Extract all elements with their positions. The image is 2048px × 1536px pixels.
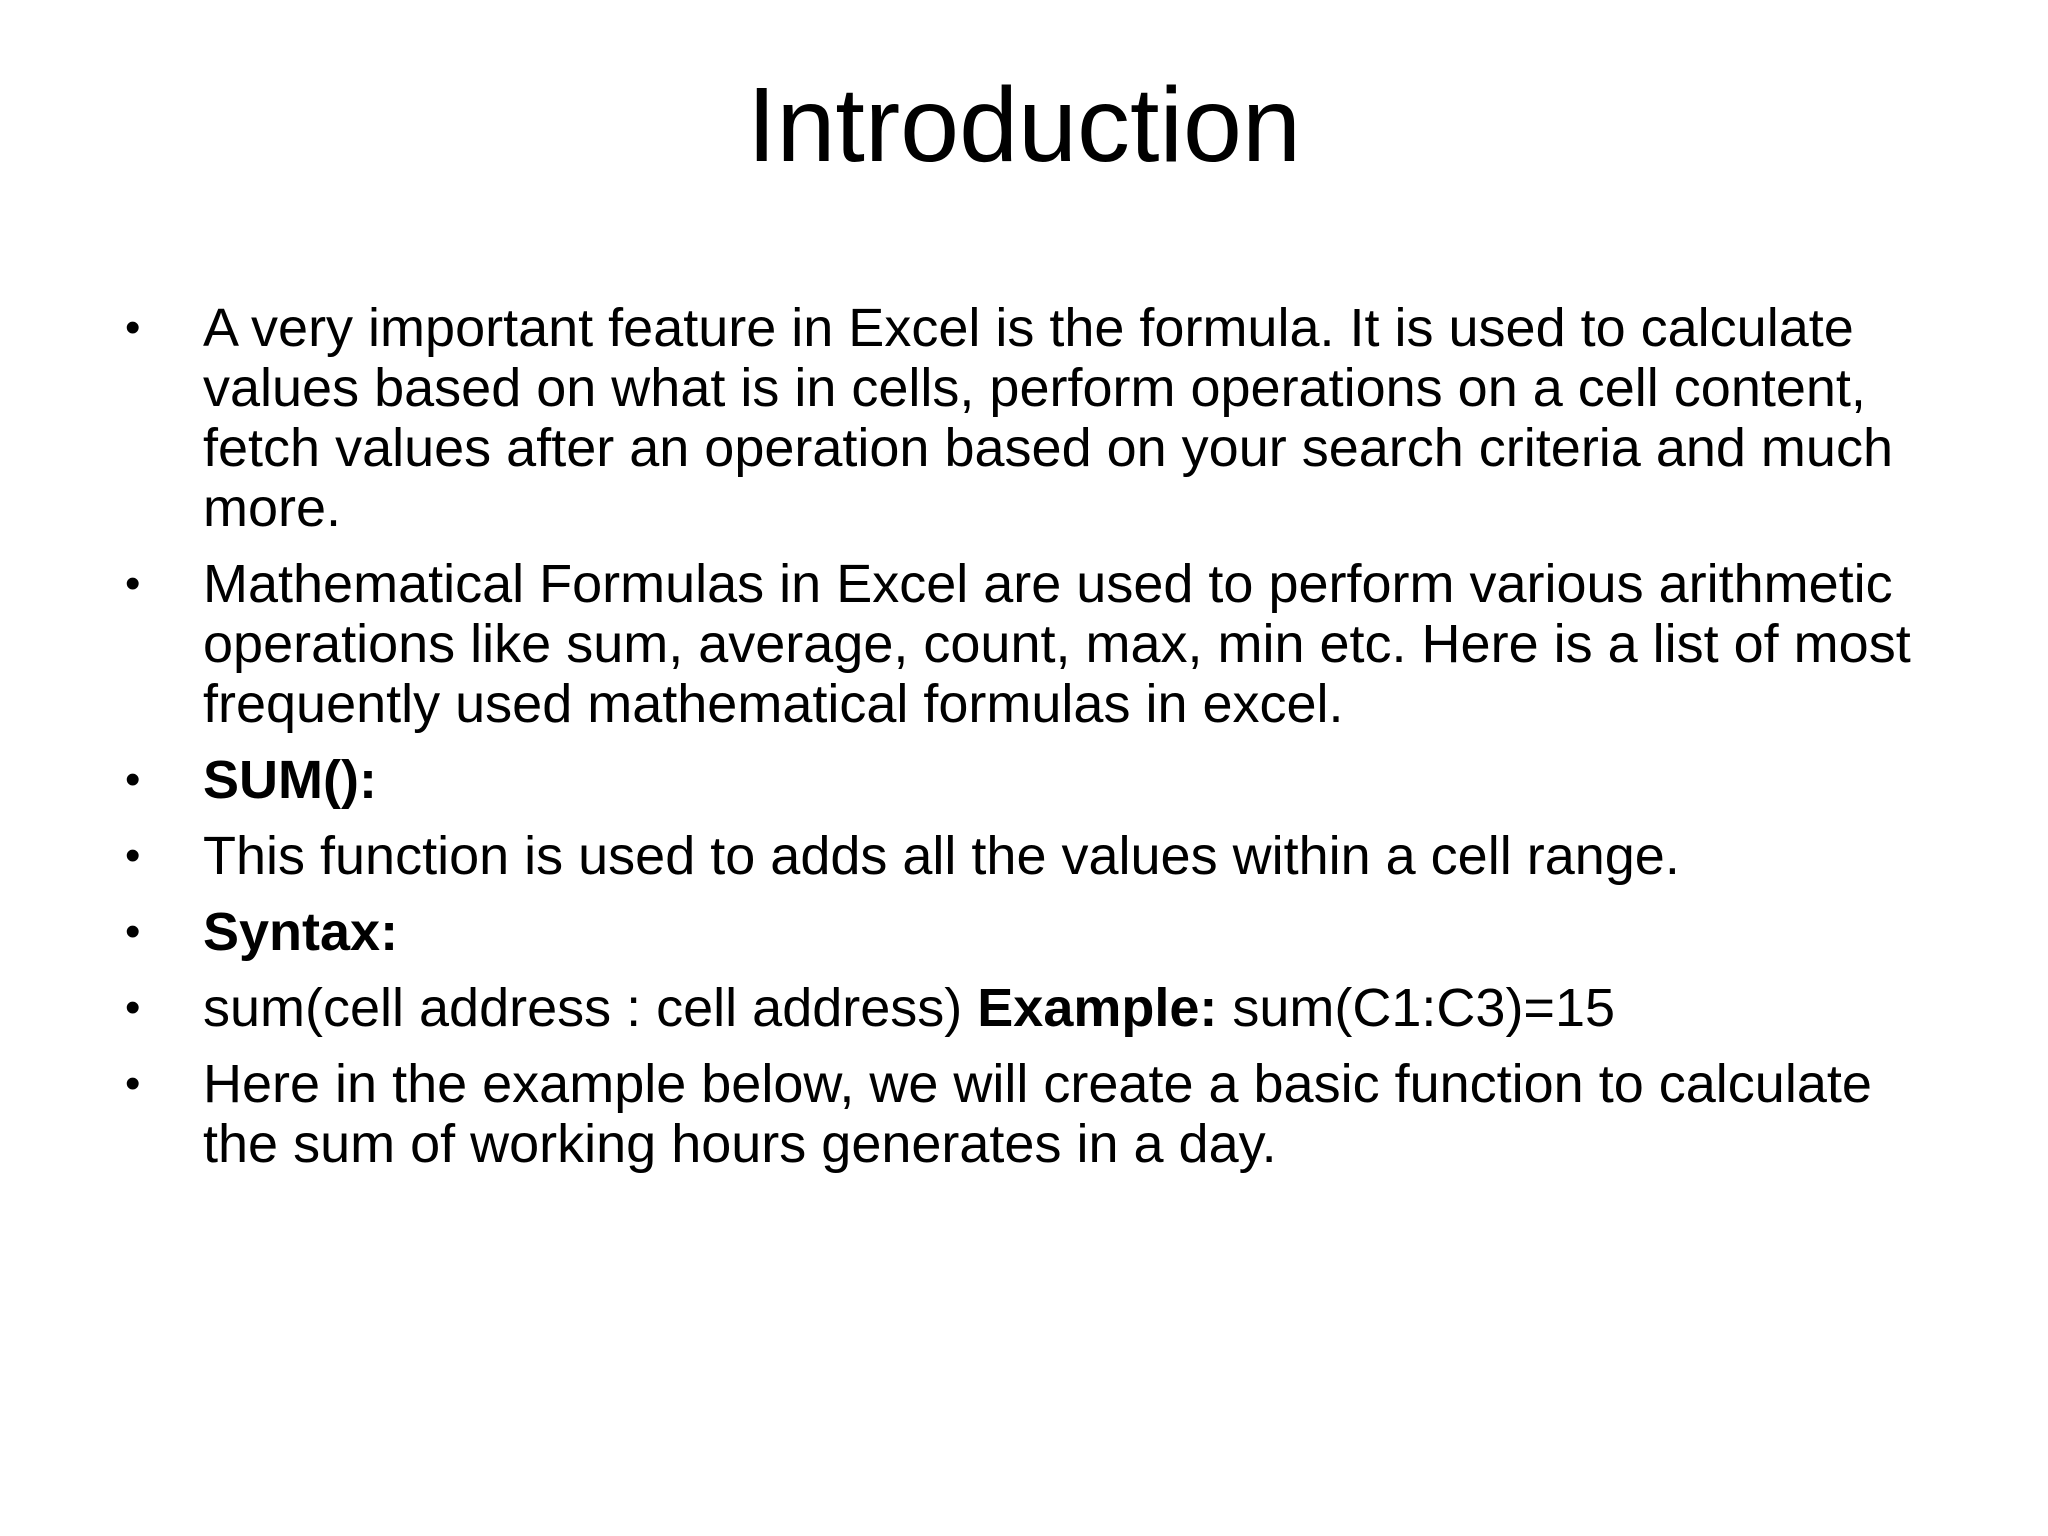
bullet-text-bold: Syntax: <box>203 902 399 962</box>
bullet-text-suffix: sum(C1:C3)=15 <box>1217 978 1616 1038</box>
bullet-list <box>125 298 1945 1190</box>
bullet-text: A very important feature in Excel is the formula. It is used to calculate values based on what is in cells, perform operations on a cell content, fetch values after an operation based on your search criteria and much more. <box>203 298 1893 538</box>
bullet-text-prefix: sum(cell address : cell address) <box>203 978 978 1038</box>
bullet-item <box>125 902 1945 962</box>
bullet-item <box>125 978 1945 1038</box>
bullet-icon: • <box>125 831 141 880</box>
bullet-text: This function is used to adds all the values within a cell range. <box>203 826 1680 886</box>
bullet-item <box>125 1054 1945 1174</box>
slide-title: Introduction <box>747 66 1301 184</box>
bullet-item <box>125 554 1945 734</box>
bullet-icon: • <box>125 1059 141 1108</box>
bullet-text: Mathematical Formulas in Excel are used to perform various arithmetic operations like sum, average, count, max, min etc. Here is a list of most frequently used mathematical formulas in excel. <box>203 554 1911 734</box>
bullet-item <box>125 826 1945 886</box>
bullet-text-bold: SUM(): <box>203 750 377 810</box>
bullet-icon: • <box>125 559 141 608</box>
bullet-text-bold: Example: <box>977 978 1218 1038</box>
bullet-text: Here in the example below, we will create a basic function to calculate the sum of working hours generates in a day. <box>203 1054 1872 1174</box>
bullet-icon: • <box>125 907 141 956</box>
bullet-icon: • <box>125 983 141 1032</box>
bullet-icon: • <box>125 303 141 352</box>
bullet-icon: • <box>125 755 141 804</box>
bullet-item <box>125 750 1945 810</box>
bullet-item <box>125 298 1945 538</box>
